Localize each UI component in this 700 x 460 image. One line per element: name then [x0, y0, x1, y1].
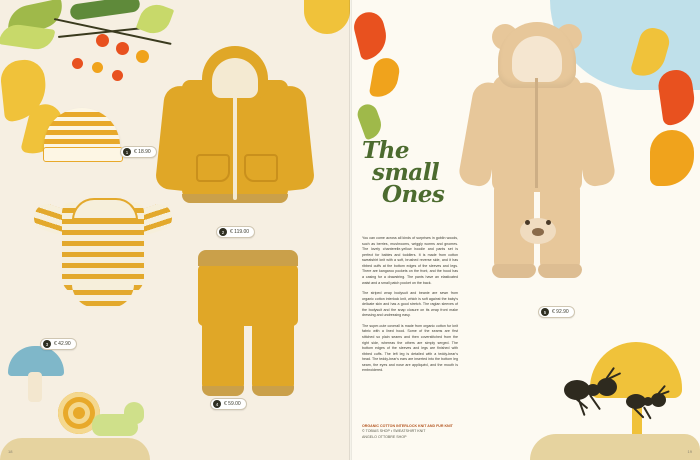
price-tag-hat — [120, 146, 157, 158]
page-gutter — [349, 0, 352, 460]
leaf-decor — [69, 0, 141, 21]
leaf-decor — [304, 0, 350, 34]
price-tag-overall — [538, 306, 575, 318]
tag-price: € 92.90 — [552, 309, 569, 315]
tag-price: € 42.90 — [54, 341, 71, 347]
tag-index: 4 — [213, 400, 221, 408]
berry-decor — [96, 34, 109, 47]
headline-line-2: small — [372, 158, 440, 186]
caption-block — [362, 424, 482, 440]
caption-sub-1: © TOBIAS SHOP • SWEATSHIRT KNIT — [362, 429, 426, 434]
snail-illustration — [0, 340, 150, 460]
folio-left: 18 — [8, 449, 13, 454]
berry-decor — [72, 58, 83, 69]
body-paragraph: You can come across all kinds of surprises in goblin woods, such as berries, mushrooms, wriggly worms and gnomes. The lovely chanterelle-yellow hoodie and pants set is perfect for babies and toddlers. It is made from cotton sweatshirt knit with a soft, brushed reverse side, and it has ribbed cuffs at the bottom edges of the sleeves and legs. There are kangaroo pockets on the front, and the hood has a casing for a drawstring. The pants have an elasticated waist and a small patch pocket on the back. — [362, 236, 458, 285]
body-paragraph: The striped wrap bodysuit and beanie are sewn from organic cotton interlock knit, which is soft against the baby's delicate skin and has a good stretch. The raglan sleeves of the bodysuit and the snap closure on its wrap front make dressing and undressing easy. — [362, 291, 458, 318]
product-jacket — [160, 28, 310, 218]
berry-decor — [136, 50, 149, 63]
berry-decor — [112, 70, 123, 81]
product-overall — [468, 22, 606, 290]
price-tag-pants — [210, 398, 247, 410]
price-tag-jacket — [216, 226, 255, 238]
product-bodysuit — [38, 192, 170, 320]
tag-price: € 59.00 — [224, 401, 241, 407]
price-tag-bodysuit — [40, 338, 77, 350]
tag-index: 1 — [123, 148, 131, 156]
headline-line-1: The — [362, 137, 409, 164]
tag-index: 2 — [219, 228, 227, 236]
berry-decor — [92, 62, 103, 73]
leaf-decor — [351, 9, 391, 61]
product-pants — [192, 250, 304, 400]
body-copy — [362, 236, 458, 379]
tag-price: € 119.00 — [230, 229, 250, 235]
body-paragraph: The super-cute coverall is made from organic cotton fur knit fabric with a lined hood. Some of the seams are first stitched so plain seams and then coverstitched from the right side, whereas the others are simply serged. The bottom edges of the sleeves and legs are finished with ribbed cuffs. The left leg is detailed with a teddy-bear's head. The teddy-bear's ears are inserted into the bottom leg seam, the eyes and nose are appliquéd, and the mouth is embroidered. — [362, 323, 458, 373]
caption-headline: ORGANIC COTTON INTERLOCK KNIT AND FUR KNIT — [362, 424, 453, 428]
tag-index: 5 — [541, 308, 549, 316]
caption-sub-2: ANGELO OTTOBRE SHOP — [362, 434, 407, 439]
page-title — [362, 137, 472, 208]
leaf-decor — [650, 130, 694, 186]
folio-right: 19 — [687, 449, 692, 454]
tag-price: € 18.90 — [134, 149, 151, 155]
leaf-decor — [369, 56, 402, 100]
berry-decor — [116, 42, 129, 55]
ant-illustration — [530, 330, 700, 460]
right-page — [350, 0, 700, 460]
tag-index: 3 — [43, 340, 51, 348]
headline-line-3: Ones — [382, 180, 445, 208]
leaf-decor — [355, 102, 385, 141]
